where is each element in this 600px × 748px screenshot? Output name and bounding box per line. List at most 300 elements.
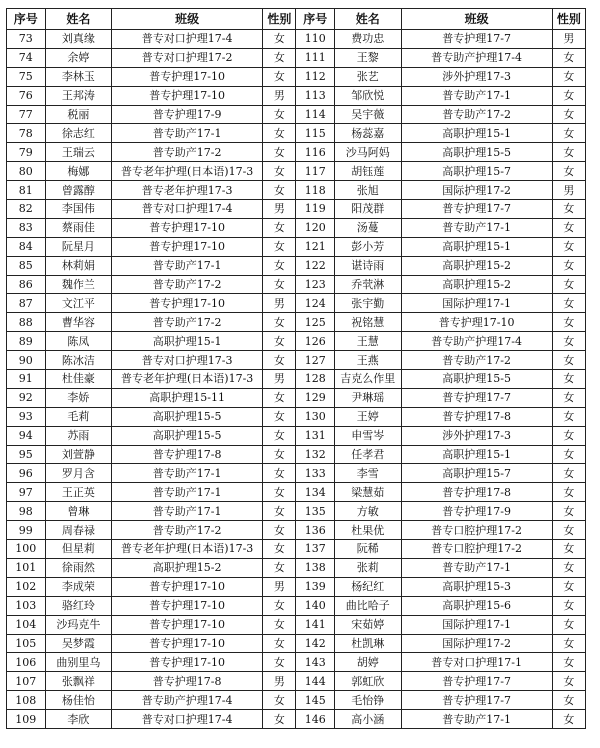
cell-name-left: 阮星月 xyxy=(45,237,111,256)
cell-gender-right: 女 xyxy=(552,634,585,653)
cell-gender-right: 女 xyxy=(552,672,585,691)
cell-class-right: 普专护理17-8 xyxy=(401,483,552,502)
cell-gender-right: 女 xyxy=(552,502,585,521)
cell-name-right: 吴宇薇 xyxy=(335,105,401,124)
cell-class-right: 高职护理15-1 xyxy=(401,237,552,256)
cell-class-right: 普专护理17-7 xyxy=(401,691,552,710)
cell-gender-left: 女 xyxy=(263,407,296,426)
cell-seq-right: 141 xyxy=(296,615,335,634)
cell-seq-right: 144 xyxy=(296,672,335,691)
cell-class-left: 普专对口护理17-2 xyxy=(112,48,263,67)
cell-seq-left: 108 xyxy=(7,691,46,710)
cell-gender-right: 女 xyxy=(552,200,585,219)
cell-class-right: 普专助产17-2 xyxy=(401,105,552,124)
cell-gender-right: 女 xyxy=(552,577,585,596)
cell-class-left: 普专助产17-1 xyxy=(112,483,263,502)
cell-class-left: 普专护理17-10 xyxy=(112,294,263,313)
cell-gender-left: 女 xyxy=(263,634,296,653)
table-row xyxy=(7,483,586,502)
cell-name-left: 徐志红 xyxy=(45,124,111,143)
cell-class-left: 普专护理17-10 xyxy=(112,86,263,105)
cell-name-right: 张宇勤 xyxy=(335,294,401,313)
table-row xyxy=(7,710,586,729)
table-row xyxy=(7,48,586,67)
cell-class-right: 普专助产17-1 xyxy=(401,558,552,577)
cell-class-left: 普专护理17-10 xyxy=(112,596,263,615)
cell-seq-right: 112 xyxy=(296,67,335,86)
cell-name-left: 骆红玲 xyxy=(45,596,111,615)
cell-name-left: 曾琳 xyxy=(45,502,111,521)
cell-seq-right: 145 xyxy=(296,691,335,710)
cell-seq-right: 113 xyxy=(296,86,335,105)
cell-seq-left: 86 xyxy=(7,275,46,294)
cell-class-right: 高职护理15-3 xyxy=(401,577,552,596)
cell-name-left: 李国伟 xyxy=(45,200,111,219)
table-row xyxy=(7,67,586,86)
cell-name-right: 彭小芳 xyxy=(335,237,401,256)
table-row xyxy=(7,540,586,559)
cell-name-left: 徐雨然 xyxy=(45,558,111,577)
cell-name-right: 方敏 xyxy=(335,502,401,521)
cell-seq-right: 116 xyxy=(296,143,335,162)
cell-seq-right: 142 xyxy=(296,634,335,653)
cell-name-left: 税丽 xyxy=(45,105,111,124)
cell-seq-left: 76 xyxy=(7,86,46,105)
cell-seq-left: 75 xyxy=(7,67,46,86)
cell-gender-left: 女 xyxy=(263,256,296,275)
table-row xyxy=(7,445,586,464)
cell-seq-right: 117 xyxy=(296,162,335,181)
cell-class-left: 高职护理15-1 xyxy=(112,332,263,351)
cell-class-right: 普专口腔护理17-2 xyxy=(401,540,552,559)
cell-gender-right: 女 xyxy=(552,521,585,540)
cell-name-right: 杜果优 xyxy=(335,521,401,540)
cell-seq-right: 118 xyxy=(296,181,335,200)
cell-seq-left: 107 xyxy=(7,672,46,691)
cell-class-left: 高职护理15-2 xyxy=(112,558,263,577)
cell-gender-right: 女 xyxy=(552,256,585,275)
cell-name-left: 蔡雨佳 xyxy=(45,218,111,237)
cell-name-right: 阮稀 xyxy=(335,540,401,559)
cell-name-left: 刘萱静 xyxy=(45,445,111,464)
cell-seq-left: 81 xyxy=(7,181,46,200)
cell-gender-right: 女 xyxy=(552,388,585,407)
cell-name-left: 李成荣 xyxy=(45,577,111,596)
cell-name-left: 王正英 xyxy=(45,483,111,502)
cell-gender-right: 女 xyxy=(552,596,585,615)
table-row xyxy=(7,294,586,313)
table-row xyxy=(7,653,586,672)
cell-seq-left: 88 xyxy=(7,313,46,332)
cell-gender-left: 男 xyxy=(263,370,296,389)
cell-name-left: 梅娜 xyxy=(45,162,111,181)
cell-class-left: 普专助产17-1 xyxy=(112,464,263,483)
cell-class-right: 国际护理17-2 xyxy=(401,634,552,653)
table-row xyxy=(7,218,586,237)
cell-seq-left: 106 xyxy=(7,653,46,672)
cell-seq-right: 135 xyxy=(296,502,335,521)
cell-name-left: 杨佳怡 xyxy=(45,691,111,710)
cell-seq-left: 77 xyxy=(7,105,46,124)
cell-class-left: 普专护理17-8 xyxy=(112,672,263,691)
table-row xyxy=(7,370,586,389)
cell-name-right: 张莉 xyxy=(335,558,401,577)
cell-seq-left: 105 xyxy=(7,634,46,653)
cell-gender-left: 女 xyxy=(263,351,296,370)
cell-gender-left: 女 xyxy=(263,615,296,634)
cell-seq-left: 92 xyxy=(7,388,46,407)
cell-seq-left: 78 xyxy=(7,124,46,143)
cell-gender-left: 女 xyxy=(263,237,296,256)
cell-name-right: 沙马阿妈 xyxy=(335,143,401,162)
cell-class-left: 普专对口护理17-4 xyxy=(112,30,263,49)
cell-name-right: 曲比哈子 xyxy=(335,596,401,615)
cell-gender-right: 女 xyxy=(552,558,585,577)
cell-seq-right: 134 xyxy=(296,483,335,502)
cell-gender-right: 女 xyxy=(552,407,585,426)
cell-gender-left: 女 xyxy=(263,653,296,672)
cell-seq-right: 126 xyxy=(296,332,335,351)
cell-class-left: 普专助产17-1 xyxy=(112,256,263,275)
cell-gender-left: 男 xyxy=(263,294,296,313)
cell-gender-left: 女 xyxy=(263,48,296,67)
cell-class-left: 普专护理17-10 xyxy=(112,577,263,596)
cell-name-left: 曲别里乌 xyxy=(45,653,111,672)
cell-class-left: 普专助产17-2 xyxy=(112,313,263,332)
cell-seq-left: 85 xyxy=(7,256,46,275)
header-class-left: 班级 xyxy=(112,9,263,30)
cell-class-right: 涉外护理17-3 xyxy=(401,426,552,445)
cell-seq-left: 73 xyxy=(7,30,46,49)
cell-gender-right: 女 xyxy=(552,426,585,445)
cell-name-right: 乔茕淋 xyxy=(335,275,401,294)
cell-gender-left: 女 xyxy=(263,162,296,181)
cell-class-left: 普专老年护理(日本语)17-3 xyxy=(112,540,263,559)
cell-name-right: 申雪岑 xyxy=(335,426,401,445)
cell-seq-left: 101 xyxy=(7,558,46,577)
table-row xyxy=(7,558,586,577)
cell-class-right: 高职护理15-7 xyxy=(401,162,552,181)
cell-class-left: 普专助产护理17-4 xyxy=(112,691,263,710)
cell-name-right: 胡钰莲 xyxy=(335,162,401,181)
table-row xyxy=(7,615,586,634)
cell-seq-left: 95 xyxy=(7,445,46,464)
cell-name-right: 杨纪红 xyxy=(335,577,401,596)
cell-gender-right: 女 xyxy=(552,143,585,162)
cell-name-right: 吉克么作里 xyxy=(335,370,401,389)
cell-name-right: 杜凯琳 xyxy=(335,634,401,653)
cell-seq-left: 103 xyxy=(7,596,46,615)
cell-class-left: 高职护理15-11 xyxy=(112,388,263,407)
cell-gender-left: 女 xyxy=(263,445,296,464)
cell-gender-right: 女 xyxy=(552,86,585,105)
cell-class-right: 高职护理15-2 xyxy=(401,275,552,294)
cell-class-left: 普专老年护理(日本语)17-3 xyxy=(112,162,263,181)
cell-gender-left: 女 xyxy=(263,540,296,559)
cell-class-left: 高职护理15-5 xyxy=(112,407,263,426)
cell-seq-right: 146 xyxy=(296,710,335,729)
table-row xyxy=(7,577,586,596)
cell-seq-right: 136 xyxy=(296,521,335,540)
cell-class-left: 普专助产17-1 xyxy=(112,124,263,143)
header-row xyxy=(7,9,586,30)
cell-name-left: 陈凤 xyxy=(45,332,111,351)
cell-gender-left: 女 xyxy=(263,464,296,483)
table-row xyxy=(7,634,586,653)
cell-name-left: 张飘祥 xyxy=(45,672,111,691)
cell-seq-right: 124 xyxy=(296,294,335,313)
table-row xyxy=(7,124,586,143)
table-row xyxy=(7,237,586,256)
cell-gender-right: 女 xyxy=(552,540,585,559)
cell-gender-left: 女 xyxy=(263,332,296,351)
cell-gender-left: 女 xyxy=(263,388,296,407)
table-row xyxy=(7,351,586,370)
cell-class-left: 普专护理17-10 xyxy=(112,237,263,256)
cell-name-left: 刘真缘 xyxy=(45,30,111,49)
cell-seq-right: 130 xyxy=(296,407,335,426)
cell-seq-left: 90 xyxy=(7,351,46,370)
cell-gender-left: 女 xyxy=(263,105,296,124)
cell-class-right: 普专护理17-8 xyxy=(401,407,552,426)
cell-gender-right: 女 xyxy=(552,710,585,729)
table-row xyxy=(7,332,586,351)
cell-name-right: 郭虹欣 xyxy=(335,672,401,691)
cell-class-right: 普专助产17-1 xyxy=(401,218,552,237)
cell-class-left: 普专对口护理17-4 xyxy=(112,200,263,219)
cell-gender-left: 女 xyxy=(263,30,296,49)
cell-gender-left: 女 xyxy=(263,558,296,577)
cell-seq-right: 127 xyxy=(296,351,335,370)
cell-gender-right: 女 xyxy=(552,48,585,67)
cell-seq-left: 83 xyxy=(7,218,46,237)
cell-gender-right: 女 xyxy=(552,124,585,143)
table-row xyxy=(7,464,586,483)
cell-seq-right: 129 xyxy=(296,388,335,407)
cell-name-right: 张艺 xyxy=(335,67,401,86)
cell-seq-right: 140 xyxy=(296,596,335,615)
cell-name-right: 李雪 xyxy=(335,464,401,483)
cell-seq-right: 139 xyxy=(296,577,335,596)
cell-name-left: 李娇 xyxy=(45,388,111,407)
cell-seq-left: 94 xyxy=(7,426,46,445)
table-row xyxy=(7,275,586,294)
cell-gender-left: 男 xyxy=(263,672,296,691)
table-row xyxy=(7,313,586,332)
cell-name-left: 苏雨 xyxy=(45,426,111,445)
cell-name-left: 罗月含 xyxy=(45,464,111,483)
cell-class-right: 普专对口护理17-1 xyxy=(401,653,552,672)
cell-seq-left: 109 xyxy=(7,710,46,729)
cell-gender-right: 男 xyxy=(552,181,585,200)
cell-class-left: 普专老年护理(日本语)17-3 xyxy=(112,370,263,389)
cell-class-right: 普专护理17-7 xyxy=(401,388,552,407)
cell-seq-left: 96 xyxy=(7,464,46,483)
cell-gender-left: 女 xyxy=(263,426,296,445)
cell-gender-right: 女 xyxy=(552,351,585,370)
cell-name-right: 邹欣悦 xyxy=(335,86,401,105)
cell-class-right: 普专护理17-7 xyxy=(401,672,552,691)
table-row xyxy=(7,388,586,407)
cell-name-left: 吴梦霞 xyxy=(45,634,111,653)
cell-seq-left: 99 xyxy=(7,521,46,540)
cell-seq-left: 102 xyxy=(7,577,46,596)
cell-gender-right: 女 xyxy=(552,275,585,294)
cell-name-left: 李林玉 xyxy=(45,67,111,86)
cell-class-right: 国际护理17-2 xyxy=(401,181,552,200)
cell-name-right: 胡婷 xyxy=(335,653,401,672)
cell-seq-left: 84 xyxy=(7,237,46,256)
cell-name-right: 祝铭慧 xyxy=(335,313,401,332)
table-row xyxy=(7,86,586,105)
cell-seq-right: 132 xyxy=(296,445,335,464)
cell-class-right: 普专护理17-7 xyxy=(401,200,552,219)
table-row xyxy=(7,30,586,49)
cell-gender-right: 女 xyxy=(552,483,585,502)
cell-class-right: 普专助产17-1 xyxy=(401,86,552,105)
table-row xyxy=(7,596,586,615)
table-row xyxy=(7,691,586,710)
table-row xyxy=(7,256,586,275)
cell-name-right: 王慧 xyxy=(335,332,401,351)
cell-seq-right: 111 xyxy=(296,48,335,67)
table-row xyxy=(7,672,586,691)
cell-gender-right: 女 xyxy=(552,464,585,483)
cell-seq-right: 110 xyxy=(296,30,335,49)
cell-seq-left: 82 xyxy=(7,200,46,219)
cell-gender-left: 女 xyxy=(263,710,296,729)
cell-seq-left: 100 xyxy=(7,540,46,559)
cell-gender-right: 女 xyxy=(552,615,585,634)
cell-seq-right: 115 xyxy=(296,124,335,143)
cell-gender-right: 女 xyxy=(552,691,585,710)
cell-class-left: 普专对口护理17-4 xyxy=(112,710,263,729)
header-gender-right: 性别 xyxy=(552,9,585,30)
cell-seq-left: 91 xyxy=(7,370,46,389)
cell-gender-left: 女 xyxy=(263,313,296,332)
table-row xyxy=(7,143,586,162)
cell-class-right: 高职护理15-6 xyxy=(401,596,552,615)
cell-class-left: 普专助产17-2 xyxy=(112,521,263,540)
cell-name-left: 曾露醇 xyxy=(45,181,111,200)
cell-seq-right: 121 xyxy=(296,237,335,256)
cell-name-right: 汤蔓 xyxy=(335,218,401,237)
cell-name-left: 林莉娟 xyxy=(45,256,111,275)
cell-gender-right: 女 xyxy=(552,237,585,256)
cell-name-left: 魏作兰 xyxy=(45,275,111,294)
cell-name-right: 费功忠 xyxy=(335,30,401,49)
cell-name-right: 谌诗雨 xyxy=(335,256,401,275)
cell-gender-right: 女 xyxy=(552,332,585,351)
header-gender-left: 性别 xyxy=(263,9,296,30)
cell-seq-right: 119 xyxy=(296,200,335,219)
cell-class-left: 普专护理17-10 xyxy=(112,218,263,237)
cell-seq-left: 87 xyxy=(7,294,46,313)
cell-gender-left: 女 xyxy=(263,483,296,502)
cell-name-left: 陈冰洁 xyxy=(45,351,111,370)
cell-class-right: 高职护理15-5 xyxy=(401,370,552,389)
cell-class-left: 普专护理17-9 xyxy=(112,105,263,124)
cell-class-left: 普专助产17-2 xyxy=(112,275,263,294)
cell-gender-left: 男 xyxy=(263,577,296,596)
cell-seq-left: 74 xyxy=(7,48,46,67)
cell-seq-right: 114 xyxy=(296,105,335,124)
header-seq-right: 序号 xyxy=(296,9,335,30)
cell-class-right: 高职护理15-5 xyxy=(401,143,552,162)
cell-class-left: 普专助产17-2 xyxy=(112,143,263,162)
table-row xyxy=(7,181,586,200)
cell-name-right: 任孝君 xyxy=(335,445,401,464)
cell-gender-right: 女 xyxy=(552,218,585,237)
cell-class-left: 普专对口护理17-3 xyxy=(112,351,263,370)
cell-gender-right: 女 xyxy=(552,653,585,672)
cell-gender-left: 女 xyxy=(263,218,296,237)
cell-gender-left: 男 xyxy=(263,200,296,219)
cell-gender-left: 女 xyxy=(263,521,296,540)
cell-seq-right: 143 xyxy=(296,653,335,672)
cell-seq-left: 79 xyxy=(7,143,46,162)
cell-name-left: 周春禄 xyxy=(45,521,111,540)
header-name-left: 姓名 xyxy=(45,9,111,30)
cell-seq-right: 133 xyxy=(296,464,335,483)
cell-seq-left: 97 xyxy=(7,483,46,502)
cell-name-left: 王邦涛 xyxy=(45,86,111,105)
table-row xyxy=(7,521,586,540)
cell-seq-right: 138 xyxy=(296,558,335,577)
cell-class-right: 高职护理15-2 xyxy=(401,256,552,275)
cell-name-left: 文江平 xyxy=(45,294,111,313)
cell-name-left: 余婷 xyxy=(45,48,111,67)
cell-name-left: 毛莉 xyxy=(45,407,111,426)
cell-class-left: 普专护理17-10 xyxy=(112,67,263,86)
cell-name-right: 阳茂群 xyxy=(335,200,401,219)
table-row xyxy=(7,200,586,219)
cell-gender-left: 女 xyxy=(263,124,296,143)
cell-class-right: 普专助产17-2 xyxy=(401,351,552,370)
cell-name-left: 李欣 xyxy=(45,710,111,729)
cell-class-left: 普专助产17-1 xyxy=(112,502,263,521)
cell-name-left: 沙玛克牛 xyxy=(45,615,111,634)
cell-seq-right: 123 xyxy=(296,275,335,294)
cell-class-right: 涉外护理17-3 xyxy=(401,67,552,86)
cell-name-right: 王黎 xyxy=(335,48,401,67)
cell-name-right: 梁慧茹 xyxy=(335,483,401,502)
cell-gender-right: 女 xyxy=(552,445,585,464)
cell-seq-left: 80 xyxy=(7,162,46,181)
cell-name-right: 尹琳瑶 xyxy=(335,388,401,407)
cell-class-right: 高职护理15-1 xyxy=(401,124,552,143)
cell-class-right: 普专助产17-1 xyxy=(401,710,552,729)
table-row xyxy=(7,162,586,181)
cell-seq-right: 131 xyxy=(296,426,335,445)
cell-class-left: 普专护理17-10 xyxy=(112,615,263,634)
cell-name-left: 曹华容 xyxy=(45,313,111,332)
cell-class-right: 普专口腔护理17-2 xyxy=(401,521,552,540)
cell-seq-right: 120 xyxy=(296,218,335,237)
table-row xyxy=(7,105,586,124)
cell-gender-left: 女 xyxy=(263,67,296,86)
cell-class-right: 高职护理15-7 xyxy=(401,464,552,483)
cell-gender-left: 男 xyxy=(263,86,296,105)
cell-name-right: 毛怡铮 xyxy=(335,691,401,710)
cell-gender-left: 女 xyxy=(263,691,296,710)
cell-class-right: 普专护理17-9 xyxy=(401,502,552,521)
cell-class-right: 国际护理17-1 xyxy=(401,615,552,634)
cell-gender-right: 女 xyxy=(552,294,585,313)
cell-gender-left: 女 xyxy=(263,143,296,162)
cell-seq-left: 89 xyxy=(7,332,46,351)
cell-name-right: 王婷 xyxy=(335,407,401,426)
